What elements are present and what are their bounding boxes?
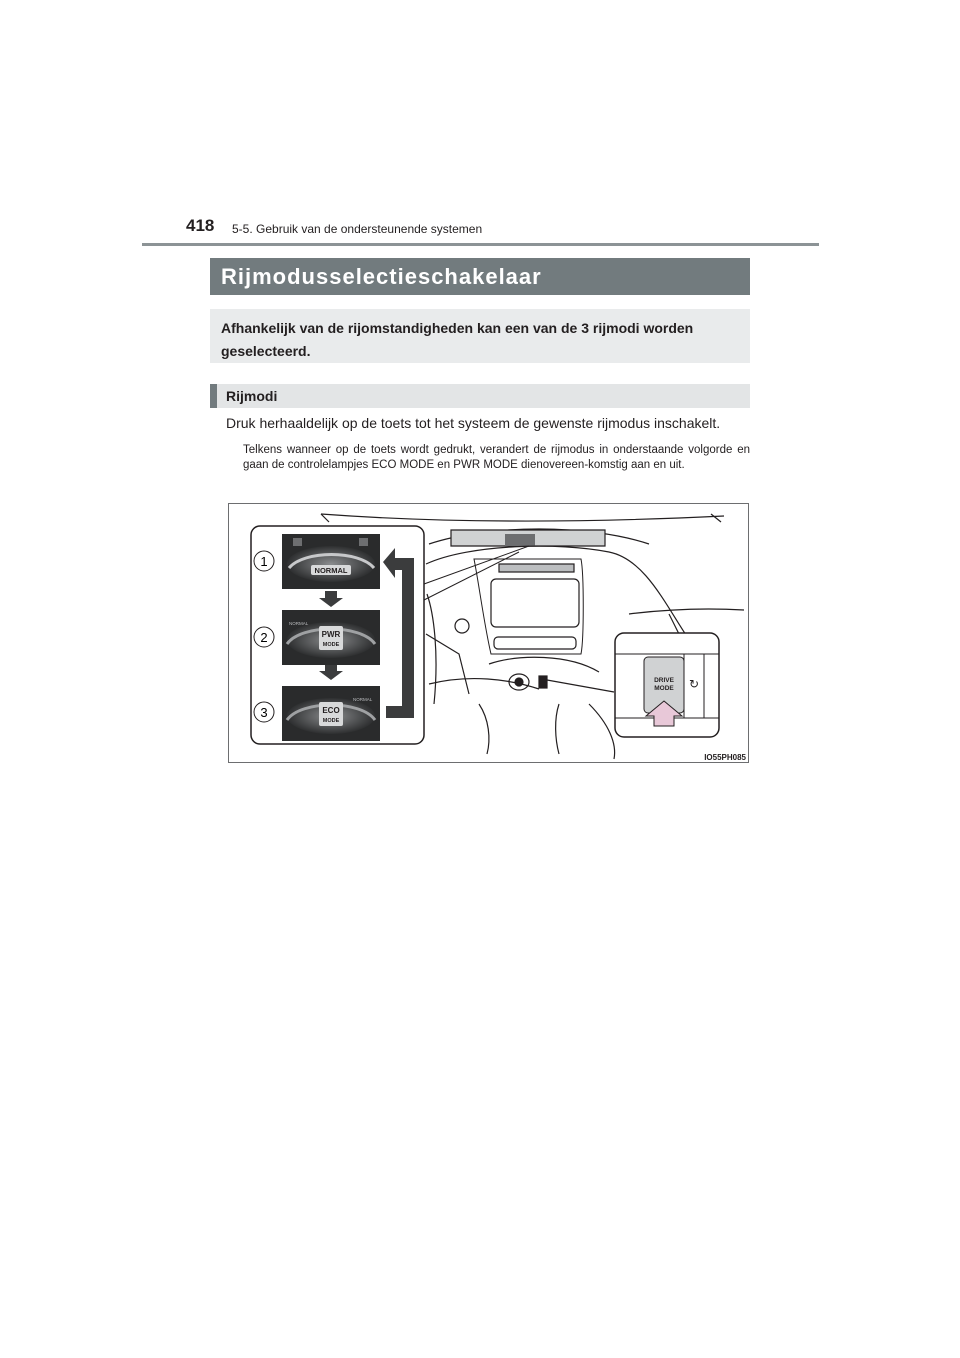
eco-label: ECO bbox=[322, 706, 340, 715]
illustration-svg bbox=[229, 504, 749, 763]
leader-lines bbox=[424, 546, 529, 600]
normal-label: NORMAL bbox=[314, 566, 348, 575]
pwr-mode-label: MODE bbox=[322, 642, 340, 648]
figure-code: IO55PH085 bbox=[704, 753, 746, 762]
drive-label: DRIVE bbox=[654, 677, 674, 684]
eco-mode-label: MODE bbox=[322, 718, 340, 724]
drive-mode-label: MODE bbox=[654, 685, 674, 692]
page-number: 418 bbox=[186, 216, 215, 235]
body-text: Druk herhaaldelijk op de toets tot het systeem de gewenste rijmodus inschakelt. bbox=[226, 415, 721, 431]
adjacent-switch-icon: ↻ bbox=[688, 677, 700, 691]
eco-normal-text: NORMAL bbox=[353, 697, 373, 702]
intro-box: Afhankelijk van de rijomstandigheden kan een van de 3 rijmodi worden geselecteerd. bbox=[210, 309, 750, 363]
chapter-title: 5-5. Gebruik van de ondersteunende systemen bbox=[232, 222, 483, 236]
step-2-label: 2 bbox=[260, 630, 268, 645]
subsection-title: Rijmodi bbox=[210, 384, 750, 408]
header-rule bbox=[142, 243, 819, 246]
display-normal bbox=[282, 534, 380, 589]
step-1-label: 1 bbox=[260, 554, 268, 569]
step-3-label: 3 bbox=[260, 705, 268, 720]
pwr-label: PWR bbox=[321, 630, 341, 639]
note-text: Telkens wanneer op de toets wordt gedrukt, verandert de rijmodus in onderstaande volgorde en gaan de controlelampjes ECO MODE en PWR MODE dienovereen-komstig aan en uit. bbox=[243, 444, 750, 471]
section-title: Rijmodusselectieschakelaar bbox=[210, 258, 750, 295]
pwr-normal-text: NORMAL bbox=[289, 621, 309, 626]
display-eco-mode bbox=[282, 686, 380, 741]
display-pwr-mode bbox=[282, 610, 380, 665]
drive-mode-illustration bbox=[228, 503, 749, 763]
